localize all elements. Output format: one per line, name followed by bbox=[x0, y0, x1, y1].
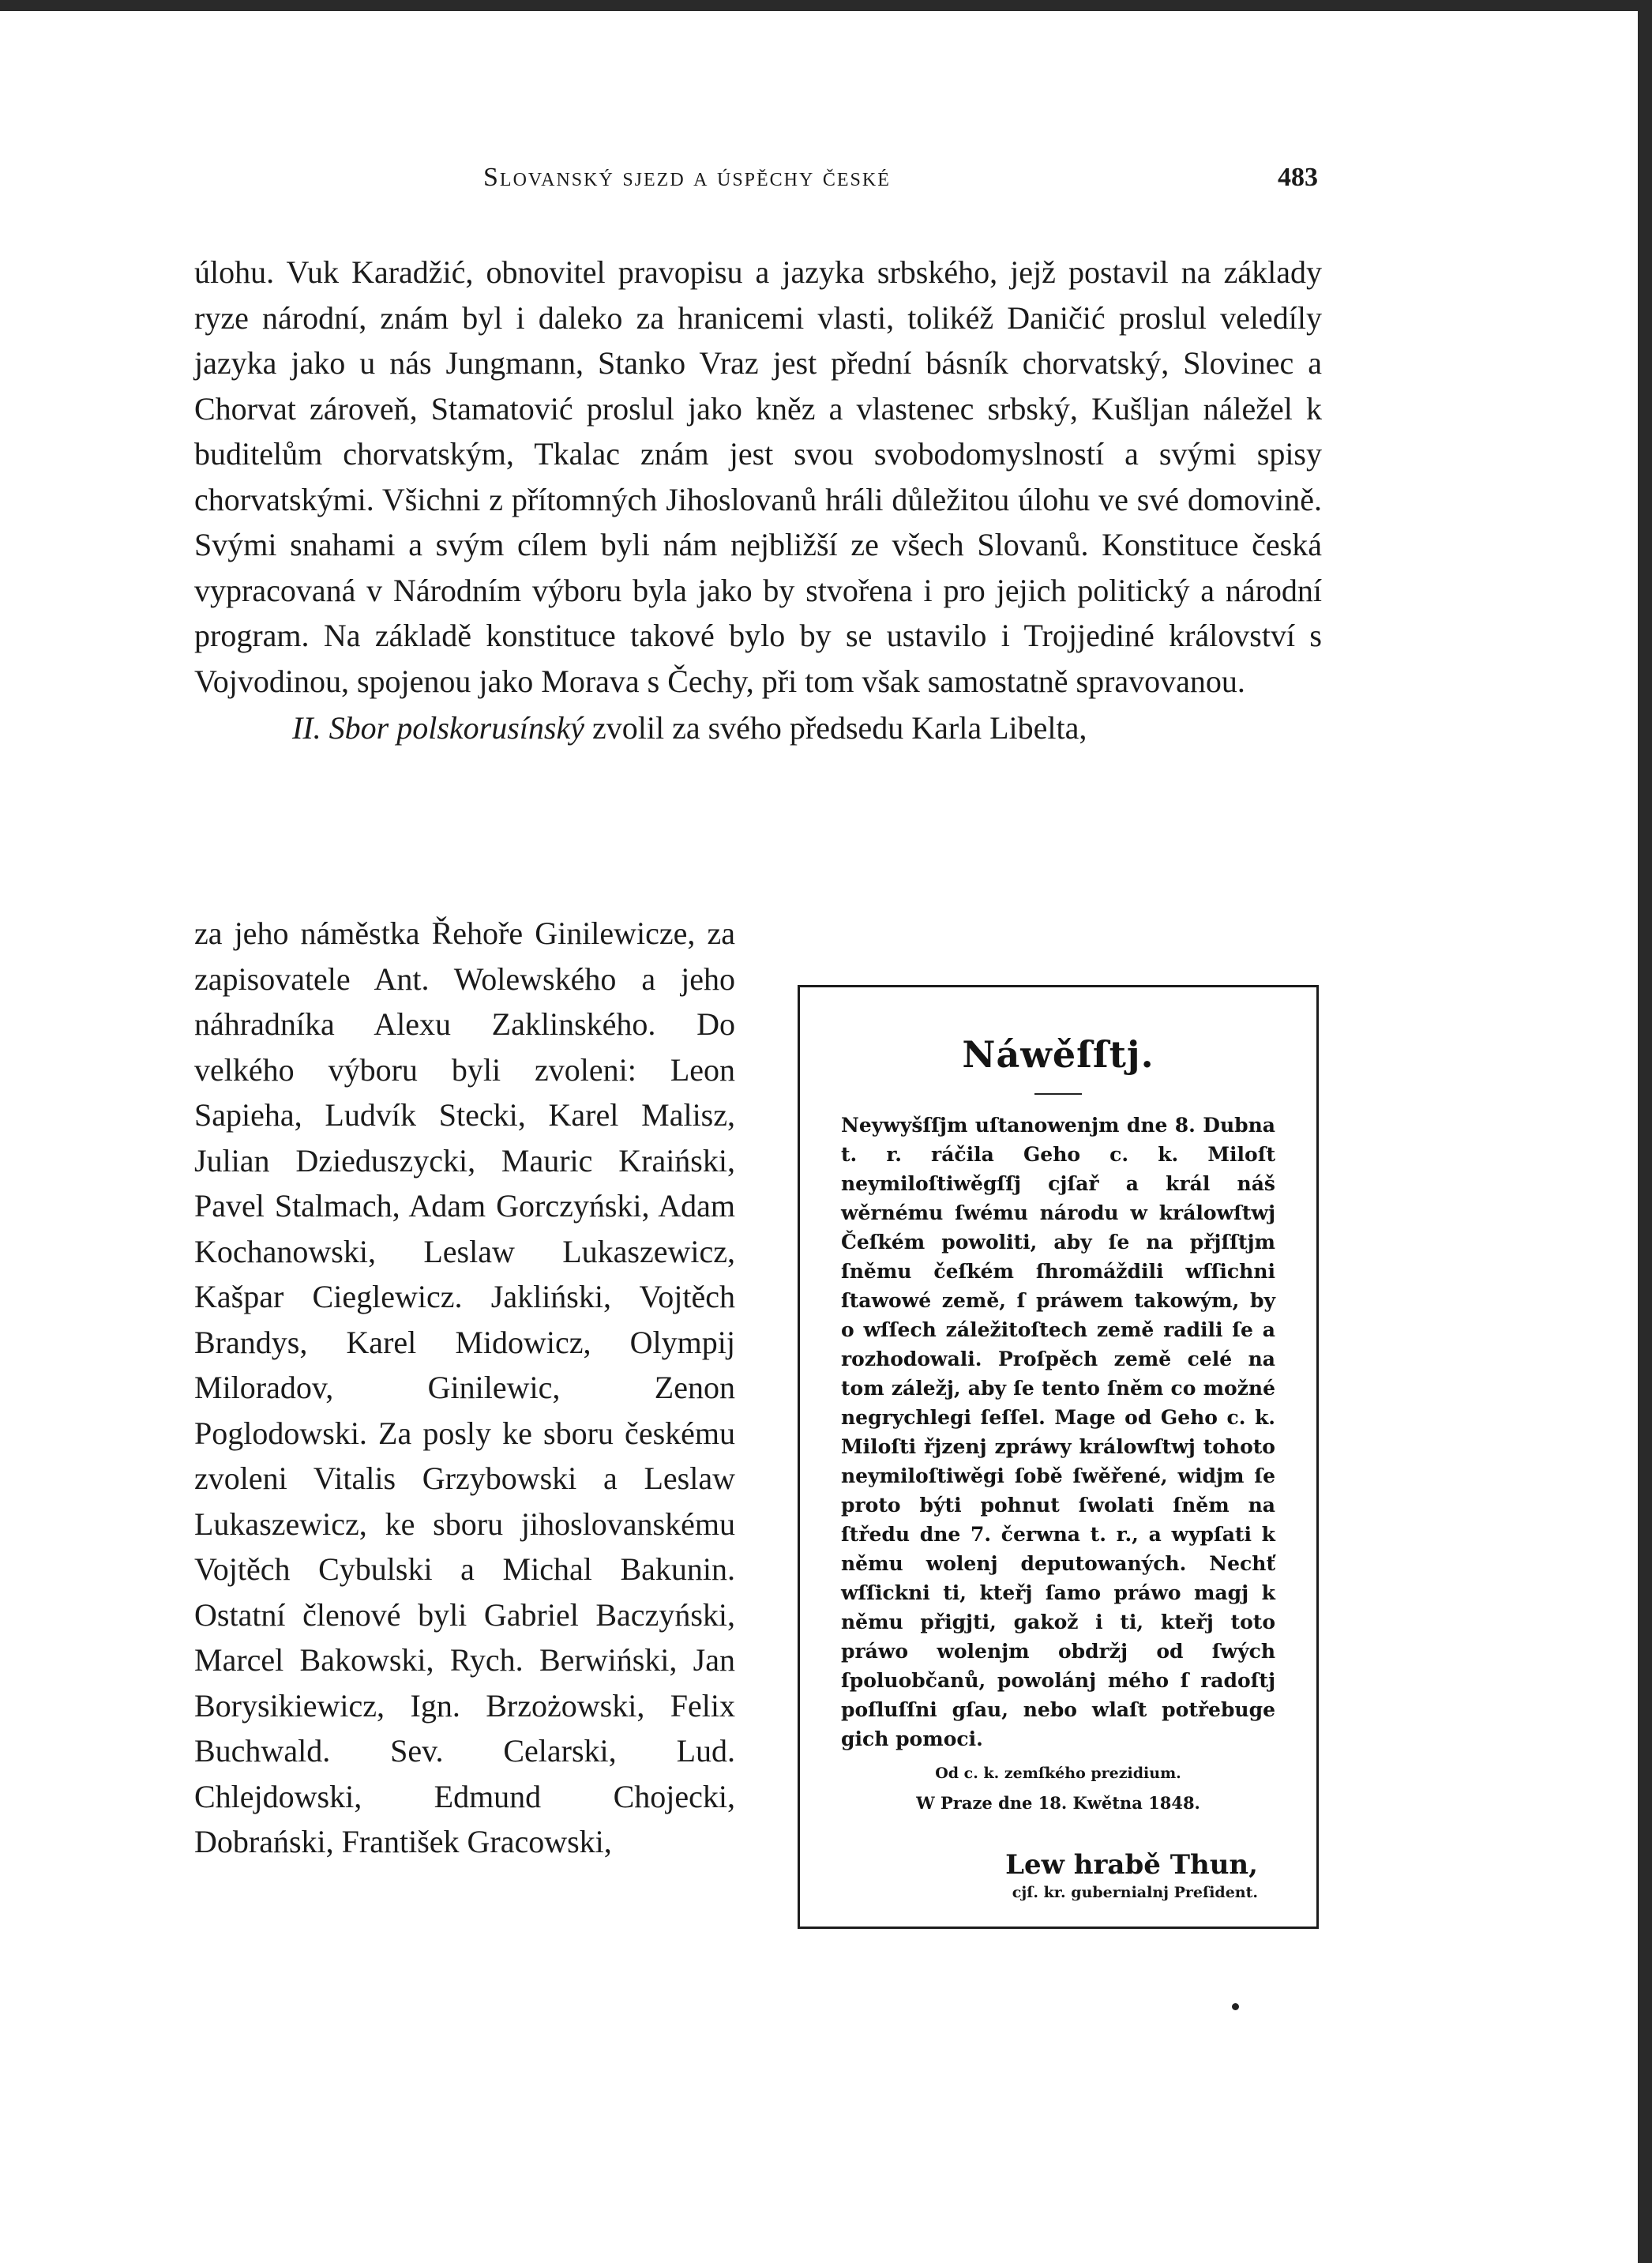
scan-border-top bbox=[0, 0, 1652, 11]
page-number: 483 bbox=[1278, 163, 1318, 192]
notice-place-date: W Praze dne 18. Kwětna 1848. bbox=[916, 1793, 1200, 1813]
section-2-heading: II. Sbor polskorusínský bbox=[292, 710, 584, 746]
scan-border-right bbox=[1638, 0, 1652, 2263]
notice-office: cjſ. kr. gubernialnj Preſident. bbox=[1012, 1884, 1258, 1901]
print-speck bbox=[1232, 2003, 1239, 2010]
running-title: Slovanský sjezd a úspěchy české bbox=[483, 163, 891, 192]
section-2-first-line bbox=[194, 705, 1322, 751]
main-text-narrow-column bbox=[194, 911, 735, 1865]
paragraph-1: úlohu. Vuk Karadžić, obnovitel pravopisu a jazyka srbského, jejž postavil na základy ryze národní, znám byl i daleko za hranicemi vlasti, tolikéž Daničić proslul veledíly jazyka jako u nás Jungmann, Stanko Vraz jest přední básník chorvatský, Slovinec a Chorvat zároveň, Stamatović proslul jako kněz a vlastenec srbský, Kušljan náležel k buditelům chorvatským, Tkalac znám jest svou svobodomyslností a svými spisy chorvatskými. Všichni z přítomných Jihoslovanů hráli důležitou úlohu ve své domovině. Svými snahami a svým cílem byli nám nejbližší ze všech Slovanů. Konstituce česká vypracovaná v Národním výboru byla jako by stvořena i pro jejich politický a národní program. Na základě konstituce takové bylo by se ustavilo i Trojjediné království s Vojvodinou, spojenou jako Morava s Čechy, při tom však samostatně spravovanou. bbox=[194, 254, 1322, 699]
section-2-continuation: za jeho náměstka Řehoře Ginilewicze, za zapisovatele Ant. Wolewského a jeho náhradníka Alexu Zaklinského. Do velkého výboru byli zvoleni: Leon Sapieha, Ludvík Stecki, Karel Malisz, Julian Dzieduszycki, Mauric Kraiński, Pavel Stalmach, Adam Gorczyński, Adam Kochanowski, Leslaw Lukaszewicz, Kašpar Cieglewicz. Jakliński, Vojtěch Brandys, Karel Midowicz, Olympij Miloradov, Ginilewic, Zenon Poglodowski. Za posly ke sboru českému zvoleni Vitalis Grzybowski a Leslaw Lukaszewicz, ke sboru jihoslovanskému Vojtěch Cybulski a Michal Bakunin. Ostatní členové byli Gabriel Baczyński, Marcel Bakowski, Rych. Berwiński, Jan Borysikiewicz, Ign. Brzożowski, Felix Buchwald. Sev. Celarski, Lud. Chlejdowski, Edmund Chojecki, Dobrański, František Gracowski, bbox=[194, 915, 735, 1859]
notice-divider bbox=[1034, 1093, 1082, 1095]
notice-signer: Lew hrabě Thun, bbox=[1005, 1849, 1258, 1881]
notice-title: Náwěſſtj. bbox=[962, 1033, 1155, 1076]
proclamation-box bbox=[798, 985, 1319, 1929]
section-2-first-line-text: zvolil za svého předsedu Karla Libelta, bbox=[591, 710, 1087, 746]
notice-authority: Od c. k. zemſkého prezidium. bbox=[935, 1765, 1181, 1782]
notice-text: Neywyšſſjm uſtanowenjm dne 8. Dubna t. r. ráčila Geho c. k. Miloſt neymiloſtiwěgſſj cjſař a král náš wěrnému ſwému národu w králowſtwj Čeſkém powoliti, aby ſe na přjſſtjm ſněmu čeſkém ſhromáždili wſſichni ſtawowé země, ſ práwem takowým, by o wſſech záležitoſtech země radili ſe a rozhodowali. Proſpěch země celé na tom záležj, aby ſe tento ſněm co možné negrychlegi ſeſſel. Mage od Geho c. k. Miloſti řjzenj zpráwy králowſtwj tohoto neymiloſtiwěgi ſobě ſwěřené, widjm ſe proto býti pohnut ſwolati ſněm na ſtředu dne 7. čerwna t. r., a wypſati k němu wolenj deputowaných. Nechť wſſickni ti, kteřj ſamo práwo magj k němu přigjti, gakož i ti, kteřj toto práwo wolenjm obdržj od ſwých ſpoluobčanů, powolánj mého ſ radoſtj poſluſſni gſau, nebo wlaſt potřebuge gich pomoci. bbox=[841, 1114, 1275, 1750]
main-text-full-width bbox=[194, 250, 1322, 751]
